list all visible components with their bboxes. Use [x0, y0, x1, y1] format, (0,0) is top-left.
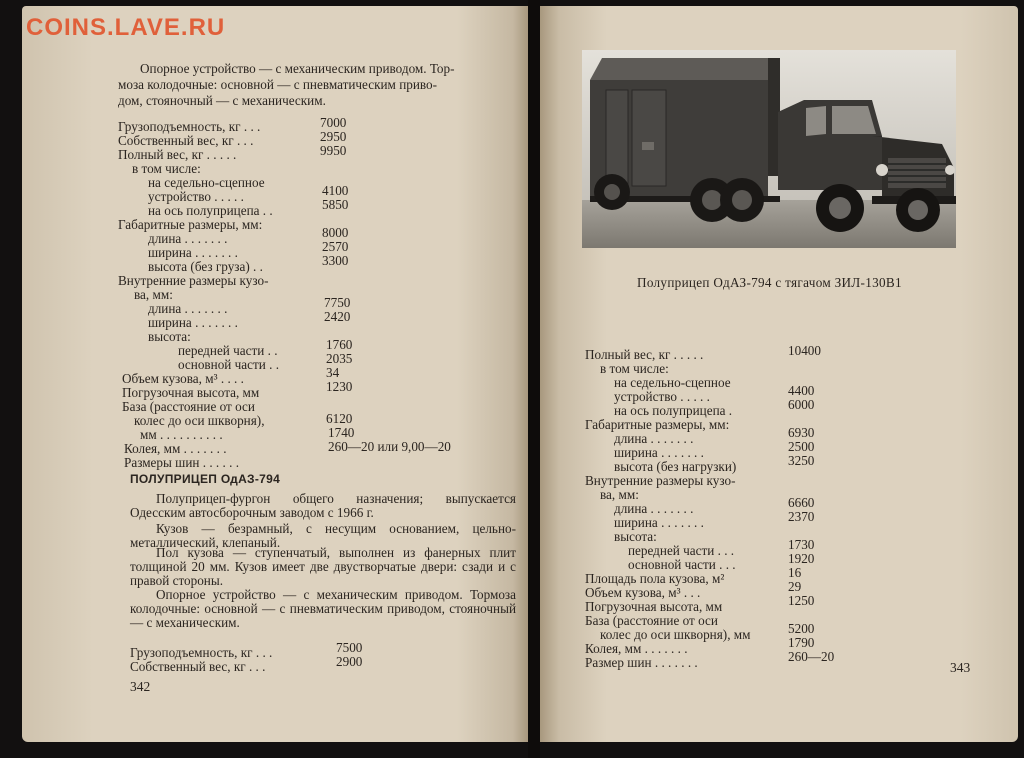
- spec-value: 3300: [322, 253, 349, 268]
- spec-label: Размеры шин . . . . . .: [124, 455, 239, 470]
- spec-value: 2420: [324, 309, 351, 324]
- spec-label: ширина . . . . . . .: [148, 245, 238, 260]
- spec-value: 2900: [336, 654, 363, 669]
- spec-label: Габаритные размеры, мм:: [118, 217, 263, 232]
- truck-photo: [582, 50, 956, 248]
- spec-label: устройство . . . . .: [614, 389, 710, 404]
- spec-label: Колея, мм . . . . . . .: [124, 441, 227, 456]
- spec-value: 5850: [322, 197, 349, 212]
- spec-value: 2950: [320, 129, 347, 144]
- spec-value: 3250: [788, 453, 815, 468]
- photo-caption: Полуприцеп ОдАЗ-794 с тягачом ЗИЛ-130В1: [637, 275, 902, 290]
- spec-label: ва, мм:: [134, 287, 173, 302]
- spec-value: 4400: [788, 383, 815, 398]
- spec-label: высота (без нагрузки): [614, 459, 737, 474]
- spec-label: передней части . .: [178, 343, 278, 358]
- paragraph: Пол кузова — ступенчатый, выполнен из фанерных плит толщиной 20 мм. Кузов имеет две двустворчатые двери: сзади и с правой стороны.: [130, 545, 516, 588]
- spec-label: передней части . . .: [628, 543, 735, 558]
- spec-value: 4100: [322, 183, 349, 198]
- spec-label: Колея, мм . . . . . . .: [585, 641, 688, 656]
- spec-value: 6930: [788, 425, 815, 440]
- spec-label: колес до оси шкворня),: [134, 413, 265, 428]
- spec-label: Размер шин . . . . . . .: [585, 655, 698, 670]
- spec-label: высота:: [148, 329, 191, 344]
- spec-label: основной части . . .: [628, 557, 736, 572]
- truck-illustration: [582, 50, 956, 248]
- spec-label: устройство . . . . .: [148, 189, 244, 204]
- spec-value: 1730: [788, 537, 815, 552]
- spec-label: на ось полуприцепа .: [614, 403, 733, 418]
- site-watermark: COINS.LAVE.RU: [26, 14, 226, 41]
- spec-value: 8000: [322, 225, 349, 240]
- spec-label: Внутренние размеры кузо-: [585, 473, 736, 488]
- spec-value: 1920: [788, 551, 815, 566]
- spec-label: длина . . . . . . .: [148, 301, 228, 316]
- spec-label: Объем кузова, м³ . . . .: [122, 371, 244, 386]
- paragraph: Полуприцеп-фургон общего назначения; выпускается Одесским автосборочным заводом с 1966 г.: [130, 491, 516, 520]
- spec-value: 6120: [326, 411, 353, 426]
- spec-value: 6000: [788, 397, 815, 412]
- spec-label: База (расстояние от оси: [585, 613, 718, 628]
- page-number-right: 343: [950, 660, 971, 675]
- spec-label: высота (без груза) . .: [148, 259, 263, 274]
- left-page: [22, 6, 528, 742]
- spec-label: Погрузочная высота, мм: [122, 385, 260, 400]
- spec-value: 1230: [326, 379, 353, 394]
- spec-label: Площадь пола кузова, м²: [585, 571, 725, 586]
- spec-label: Грузоподъемность, кг . . .: [118, 119, 261, 134]
- spec-label: ширина . . . . . . .: [148, 315, 238, 330]
- spec-label: ширина . . . . . . .: [614, 515, 704, 530]
- paragraph: Кузов — безрамный, с несущим основанием, цельно-металлический, клепаный.: [130, 521, 516, 550]
- spec-value: 34: [326, 365, 340, 380]
- spec-label: База (расстояние от оси: [122, 399, 255, 414]
- spec-value: 2570: [322, 239, 349, 254]
- spec-value: 7500: [336, 640, 363, 655]
- spec-value: 2500: [788, 439, 815, 454]
- spec-label: Внутренние размеры кузо-: [118, 273, 269, 288]
- spec-label: ширина . . . . . . .: [614, 445, 704, 460]
- spec-value: 1790: [788, 635, 815, 650]
- spec-value: 7000: [320, 115, 347, 130]
- spec-label: Собственный вес, кг . . .: [118, 133, 254, 148]
- spec-label: Полный вес, кг . . . . .: [585, 347, 704, 362]
- spec-value: 5200: [788, 621, 815, 636]
- spec-value: 9950: [320, 143, 347, 158]
- spec-label: в том числе:: [132, 161, 201, 176]
- spec-label: основной части . .: [178, 357, 280, 372]
- spec-label: Объем кузова, м³ . . .: [585, 585, 701, 600]
- spec-label: на седельно-сцепное: [614, 375, 731, 390]
- spec-label: колес до оси шкворня), мм: [600, 627, 751, 642]
- spec-label: Собственный вес, кг . . .: [130, 659, 266, 674]
- spec-value: 29: [788, 579, 802, 594]
- spec-label: длина . . . . . . .: [148, 231, 228, 246]
- spec-value: 2370: [788, 509, 815, 524]
- spec-value: 260—20 или 9,00—20: [328, 439, 451, 454]
- section-heading: ПОЛУПРИЦЕП ОдАЗ-794: [130, 472, 281, 486]
- spec-label: Габаритные размеры, мм:: [585, 417, 730, 432]
- spec-value: 10400: [788, 343, 821, 358]
- spec-value: 1250: [788, 593, 815, 608]
- page-number-left: 342: [130, 679, 151, 694]
- spec-value: 6660: [788, 495, 815, 510]
- intro-line: Опорное устройство — с механическим приводом. Тор-: [140, 61, 455, 76]
- paragraph: Опорное устройство — с механическим приводом. Тормоза колодочные: основной — с пневматическим приводом, стояночный — с механическим.: [130, 587, 516, 630]
- book-spine: [528, 0, 540, 758]
- spec-label: длина . . . . . . .: [614, 431, 694, 446]
- spec-label: ва, мм:: [600, 487, 639, 502]
- spec-value: 260—20: [788, 649, 835, 664]
- spec-value: 7750: [324, 295, 351, 310]
- spec-label: на седельно-сцепное: [148, 175, 265, 190]
- spec-label: на ось полуприцепа . .: [148, 203, 273, 218]
- spec-label: Полный вес, кг . . . . .: [118, 147, 237, 162]
- spec-label: длина . . . . . . .: [614, 501, 694, 516]
- spec-label: мм . . . . . . . . . .: [140, 427, 223, 442]
- intro-line: моза колодочные: основной — с пневматическим приво-: [118, 77, 438, 92]
- intro-line: дом, стояночный — с механическим.: [118, 93, 326, 108]
- spec-value: 16: [788, 565, 802, 580]
- spec-label: в том числе:: [600, 361, 669, 376]
- spec-label: Грузоподъемность, кг . . .: [130, 645, 273, 660]
- spec-value: 1740: [328, 425, 355, 440]
- spec-value: 2035: [326, 351, 353, 366]
- spec-label: Погрузочная высота, мм: [585, 599, 723, 614]
- spec-label: высота:: [614, 529, 657, 544]
- spec-value: 1760: [326, 337, 353, 352]
